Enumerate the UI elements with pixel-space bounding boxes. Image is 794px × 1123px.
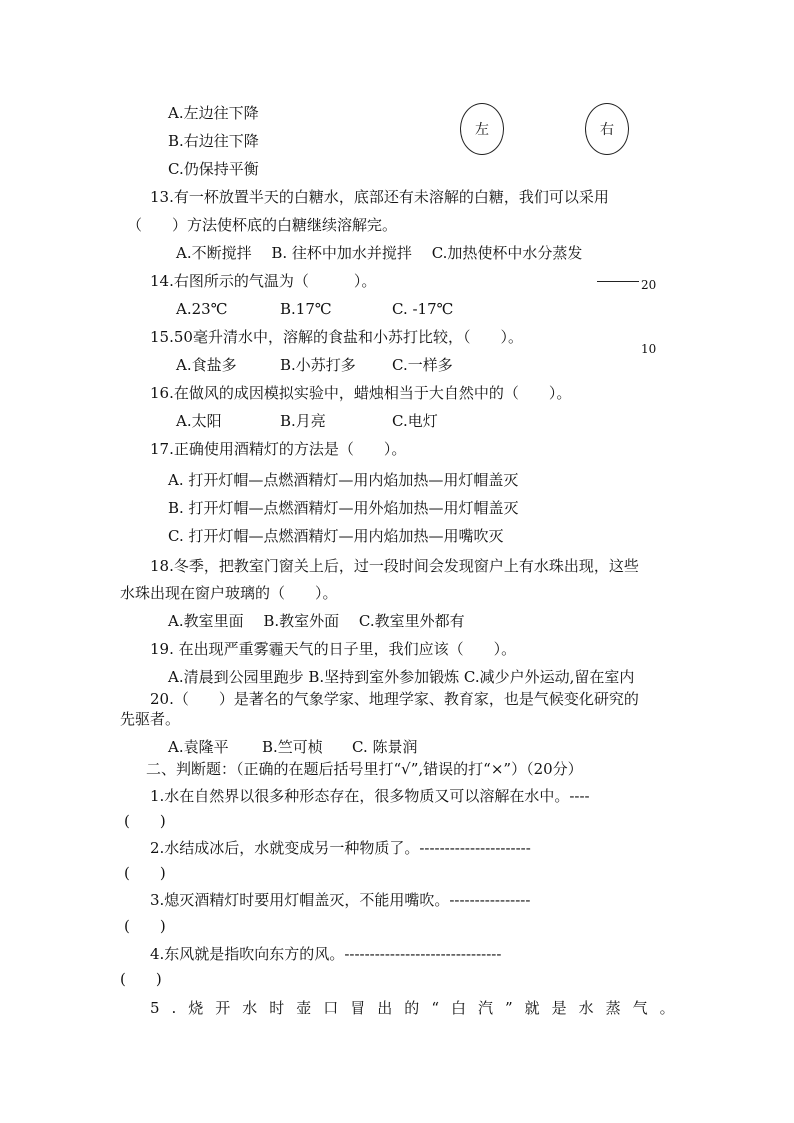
- tf-item-1-text: 1.水在自然界以很多种形态存在，很多物质又可以溶解在水中。----: [150, 787, 590, 805]
- q20-option-a: A.袁隆平: [168, 738, 229, 756]
- right-ball-label: 右: [600, 122, 614, 138]
- q20-option-c: C. 陈景润: [352, 738, 418, 756]
- q16-option-c: C.电灯: [392, 412, 438, 430]
- left-ball: [460, 103, 504, 155]
- q20-stem-line1: 20.（ ）是著名的气象学家、地理学家、教育家，也是气候变化研究的: [150, 690, 639, 708]
- q18-stem-line1: 18.冬季，把教室门窗关上后，过一段时间会发现窗户上有水珠出现，这些: [150, 557, 639, 575]
- thermometer-label-top: 20: [641, 278, 657, 292]
- q14-stem: 14.右图所示的气温为（ ）。: [150, 272, 377, 290]
- q19-stem: 19. 在出现严重雾霾天气的日子里，我们应该（ ）。: [150, 640, 517, 658]
- q18-stem-line2: 水珠出现在窗户玻璃的（ ）。: [120, 584, 338, 602]
- q17-option-a: A. 打开灯帽—点燃酒精灯—用内焰加热—用灯帽盖灭: [168, 471, 519, 489]
- thermometer-scale-line: [597, 281, 639, 282]
- q15-stem: 15.50毫升清水中，溶解的食盐和小苏打比较，（ ）。: [150, 328, 523, 346]
- tf-item-2-text: 2.水结成冰后，水就变成另一种物质了。----------------------: [150, 839, 531, 857]
- q16-stem: 16.在做风的成因模拟实验中，蜡烛相当于大自然中的（ ）。: [150, 384, 572, 402]
- tf-item-1-bracket[interactable]: ( ): [124, 812, 166, 830]
- q16-option-a: A.太阳: [176, 412, 222, 430]
- q12-option-b: B.右边往下降: [168, 132, 259, 150]
- tf-item-3-text: 3.熄灭酒精灯时要用灯帽盖灭，不能用嘴吹。----------------: [150, 891, 531, 909]
- q14-option-c: C. -17℃: [392, 300, 454, 318]
- q18-options: A.教室里面 B.教室外面 C.教室里外都有: [168, 612, 465, 630]
- q13-options: A.不断搅拌 B. 往杯中加水并搅拌 C.加热使杯中水分蒸发: [176, 244, 583, 262]
- q17-stem: 17.正确使用酒精灯的方法是（ ）。: [150, 440, 407, 458]
- q20-stem-line2: 先驱者。: [120, 710, 181, 728]
- q17-option-b: B. 打开灯帽—点燃酒精灯—用外焰加热—用灯帽盖灭: [168, 499, 519, 517]
- q13-stem-line1: 13.有一杯放置半天的白糖水，底部还有未溶解的白糖，我们可以采用: [150, 188, 609, 206]
- tf-item-3-bracket[interactable]: ( ): [124, 917, 166, 935]
- q15-option-b: B.小苏打多: [280, 356, 356, 374]
- q12-option-c: C.仍保持平衡: [168, 160, 259, 178]
- left-ball-label: 左: [475, 122, 489, 138]
- section2-heading: 二、判断题：（正确的在题后括号里打“√”,错误的打“×”）（20分）: [146, 760, 583, 778]
- q16-option-b: B.月亮: [280, 412, 326, 430]
- tf-item-5-text: 5.烧开水时壶口冒出的“白汽”就是水蒸气。: [150, 999, 687, 1017]
- tf-item-4-bracket[interactable]: ( ): [120, 970, 162, 988]
- q15-option-c: C.一样多: [392, 356, 453, 374]
- tf-item-2-bracket[interactable]: ( ): [124, 864, 166, 882]
- q14-option-a: A.23℃: [176, 300, 228, 318]
- q19-options: A.清晨到公园里跑步 B.坚持到室外参加锻炼 C.减少户外运动,留在室内: [168, 668, 635, 686]
- q20-option-b: B.竺可桢: [262, 738, 323, 756]
- q17-option-c: C. 打开灯帽—点燃酒精灯—用内焰加热—用嘴吹灭: [168, 527, 504, 545]
- q14-option-b: B.17℃: [280, 300, 332, 318]
- q12-option-a: A.左边往下降: [168, 104, 259, 122]
- q15-option-a: A.食盐多: [176, 356, 237, 374]
- tf-item-4-text: 4.东风就是指吹向东方的风。-------------------------------: [150, 945, 502, 963]
- right-ball: [585, 103, 629, 155]
- q13-stem-line2: （ ）方法使杯底的白糖继续溶解完。: [127, 216, 398, 234]
- thermometer-label-bottom: 10: [641, 342, 657, 356]
